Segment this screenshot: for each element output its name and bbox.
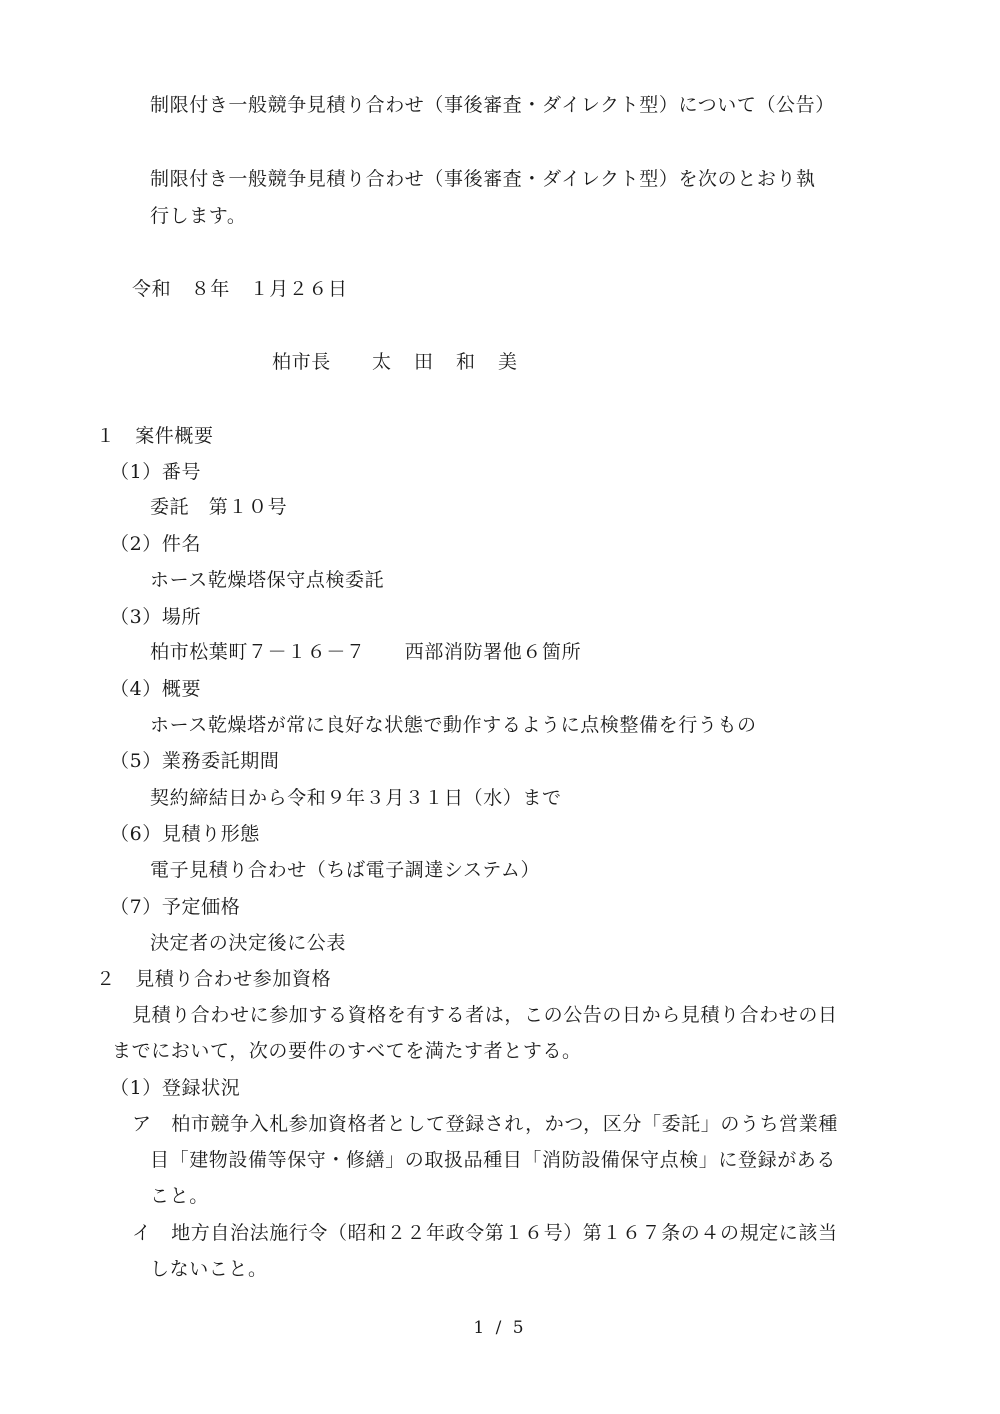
intro-line-1: 制限付き一般競争見積り合わせ（事後審査・ダイレクト型）を次のとおり執	[150, 168, 816, 190]
section2-intro-line: までにおいて，次の要件のすべてを満たす者とする。	[112, 1040, 582, 1062]
item-i-line: しないこと。	[150, 1258, 268, 1280]
section2-intro-line: 見積り合わせに参加する資格を有する者は，この公告の日から見積り合わせの日	[132, 1004, 838, 1026]
item-label: （3）場所	[110, 606, 202, 628]
item-a-line: 目「建物設備等保守・修繕」の取扱品種目「消防設備保守点検」に登録がある	[150, 1149, 837, 1171]
item-i-line: イ 地方自治法施行令（昭和２２年政令第１６号）第１６７条の４の規定に該当	[132, 1222, 838, 1244]
item-label: （1）番号	[110, 461, 202, 483]
item-label: （6）見積り形態	[110, 823, 260, 845]
item-value: ホース乾燥塔が常に良好な状態で動作するように点検整備を行うもの	[150, 714, 757, 736]
notice-date: 令和 ８年 １月２６日	[132, 278, 348, 300]
notice-title: 制限付き一般競争見積り合わせ（事後審査・ダイレクト型）について（公告）	[150, 94, 835, 116]
sub-label: （1）登録状況	[110, 1077, 241, 1099]
intro-line-2: 行します。	[150, 205, 247, 227]
item-value: ホース乾燥塔保守点検委託	[150, 569, 385, 591]
item-label: （7）予定価格	[110, 896, 241, 918]
item-value: 委託 第１０号	[150, 496, 288, 518]
item-value: 柏市松葉町７－１６－７ 西部消防署他６箇所	[150, 641, 582, 663]
item-label: （2）件名	[110, 533, 202, 555]
issuer-title: 柏市長	[272, 351, 331, 373]
section2-heading: ２ 見積り合わせ参加資格	[96, 968, 332, 990]
item-label: （4）概要	[110, 678, 202, 700]
item-a-line: こと。	[150, 1185, 209, 1207]
issuer-name: 太 田 和 美	[372, 351, 520, 373]
item-value: 決定者の決定後に公表	[150, 932, 347, 954]
item-a-line: ア 柏市競争入札参加資格者として登録され，かつ，区分「委託」のうち営業種	[132, 1113, 838, 1135]
item-value: 電子見積り合わせ（ちば電子調達システム）	[150, 859, 541, 881]
section1-heading: １ 案件概要	[96, 425, 214, 447]
item-value: 契約締結日から令和９年３月３１日（水）まで	[150, 787, 562, 809]
item-label: （5）業務委託期間	[110, 750, 280, 772]
page-number: 1 / 5	[473, 1318, 527, 1338]
